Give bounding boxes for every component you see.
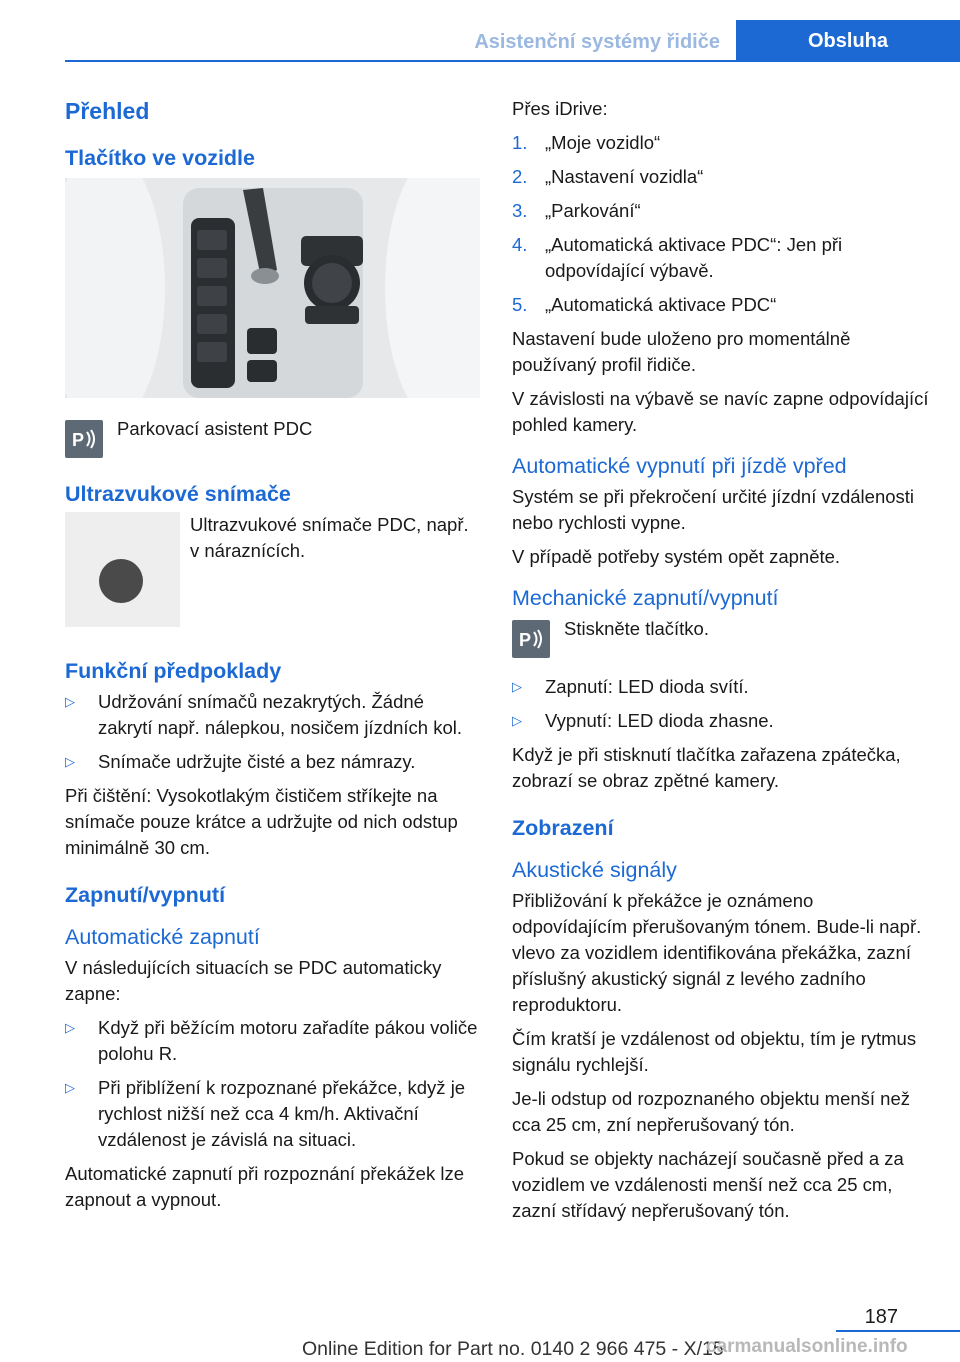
paragraph-akust-3: Je-li odstup od rozpoznaného objektu menší než cca 25 cm, zní nepřerušovaný tón.	[512, 1088, 911, 1135]
right-column	[512, 96, 932, 1232]
page-number: 187	[864, 1306, 898, 1328]
heading-zapnuti: Zapnutí/vypnutí	[65, 883, 226, 907]
list-item: 1. „Moje vozidlo“	[512, 132, 661, 153]
heading-ultrazvuk: Ultrazvukové snímače	[65, 482, 291, 506]
page-header	[0, 0, 960, 62]
heading-prehled: Přehled	[65, 98, 150, 124]
idrive-steps	[512, 130, 932, 318]
left-column	[65, 96, 480, 1221]
paragraph-auto-outro: Automatické zapnutí při rozpoznání překážek lze zapnout a vypnout.	[65, 1163, 464, 1210]
list-item: ▷ Udržování snímačů nezakrytých. Žádné zakrytí např. nálepkou, nosičem jízdních kol.	[65, 689, 480, 741]
paragraph-ulozeno: Nastavení bude uloženo pro momentálně používaný profil řidiče.	[512, 328, 851, 375]
pdc-button-row	[65, 416, 480, 458]
ultrasonic-sensor-icon	[65, 512, 180, 627]
list-item: ▷ Zapnutí: LED dioda svítí.	[512, 674, 932, 700]
heading-funkcni: Funkční předpoklady	[65, 659, 282, 683]
mech-caption: Stiskněte tlačítko.	[564, 618, 709, 639]
footer-rule	[836, 1330, 960, 1332]
list-item: 3. „Parkování“	[512, 200, 641, 221]
sensor-dot	[99, 559, 143, 603]
pdc-parking-icon	[512, 620, 550, 658]
header-rule	[65, 60, 960, 62]
paragraph-zpatecka: Když je při stisknutí tlačítka zařazena zpátečka, zobrazí se obraz zpětné kamery.	[512, 744, 901, 791]
heading-auto-zapnuti: Automatické zapnutí	[65, 925, 260, 949]
gear-selector-photo	[65, 178, 480, 398]
pdc-parking-icon	[65, 420, 103, 458]
list-item: ▷ Když při běžícím motoru zařadíte pákou voliče polohu R.	[65, 1015, 480, 1067]
paragraph-auto-intro: V následujících situacích se PDC automaticky zapne:	[65, 957, 442, 1004]
paragraph-cisteni: Při čištění: Vysokotlakým čističem stříkejte na snímače pouze krátce a udržujte od nich odstup minimálně 30 cm.	[65, 785, 458, 858]
svg-text:P: P	[519, 630, 532, 650]
list-item: 5. „Automatická aktivace PDC“	[512, 294, 777, 315]
pdc-caption: Parkovací asistent PDC	[117, 418, 313, 439]
paragraph-akust-1: Přibližování k překážce je oznámeno odpovídajícím přerušovaným tónem. Bude-li např. vlevo za vozidlem identifikována překážka, zazní příslušný akustický signál z levého zadního reproduktoru.	[512, 890, 922, 1015]
funkcni-list	[65, 689, 480, 775]
sensor-row	[65, 512, 480, 627]
heading-tlacitko: Tlačítko ve vozidle	[65, 146, 255, 170]
auto-list	[65, 1015, 480, 1153]
sensor-caption: Ultrazvukové snímače PDC, např. v náraznících.	[190, 514, 469, 561]
mech-button-row	[512, 616, 932, 658]
list-item: ▷ Při přiblížení k rozpoznané překážce, když je rychlost nižší než cca 4 km/h. Aktivační vzdálenost je závislá na situaci.	[65, 1075, 480, 1153]
paragraph-idrive-intro: Přes iDrive:	[512, 98, 608, 119]
list-item: 2. „Nastavení vozidla“	[512, 166, 704, 187]
paragraph-kamera: V závislosti na výbavě se navíc zapne odpovídající pohled kamery.	[512, 388, 929, 435]
paragraph-auto-vyp: Systém se při překročení určité jízdní vzdálenosti nebo rychlosti vypne.	[512, 486, 915, 533]
header-section-title: Asistenční systémy řidiče	[474, 31, 720, 53]
list-item: ▷ Vypnutí: LED dioda zhasne.	[512, 708, 932, 734]
svg-text:P: P	[72, 430, 85, 450]
heading-auto-vypnuti: Automatické vypnutí při jízdě vpřed	[512, 454, 847, 478]
heading-mechanicke: Mechanické zapnutí/vypnutí	[512, 586, 779, 610]
paragraph-potreba: V případě potřeby systém opět zapněte.	[512, 546, 841, 567]
paragraph-akust-2: Čím kratší je vzdálenost od objektu, tím je rytmus signálu rychlejší.	[512, 1028, 917, 1075]
header-tab-obsluha[interactable]: Obsluha	[736, 20, 960, 62]
edition-note: Online Edition for Part no. 0140 2 966 475 - X/15	[302, 1338, 724, 1360]
mech-list	[512, 674, 932, 734]
paragraph-akust-4: Pokud se objekty nacházejí současně před a za vozidlem ve vzdálenosti menší než cca 25 cm, zazní střídavý nepřerušovaný tón.	[512, 1148, 904, 1221]
page-footer	[0, 1300, 960, 1362]
console-illustration	[65, 178, 480, 398]
watermark: carmanualsonline.info	[706, 1336, 908, 1357]
heading-akusticke: Akustické signály	[512, 858, 677, 882]
heading-zobrazeni: Zobrazení	[512, 816, 614, 840]
list-item: ▷ Snímače udržujte čisté a bez námrazy.	[65, 749, 480, 775]
list-item: 4. „Automatická aktivace PDC“: Jen při odpovídající výbavě.	[512, 234, 843, 281]
